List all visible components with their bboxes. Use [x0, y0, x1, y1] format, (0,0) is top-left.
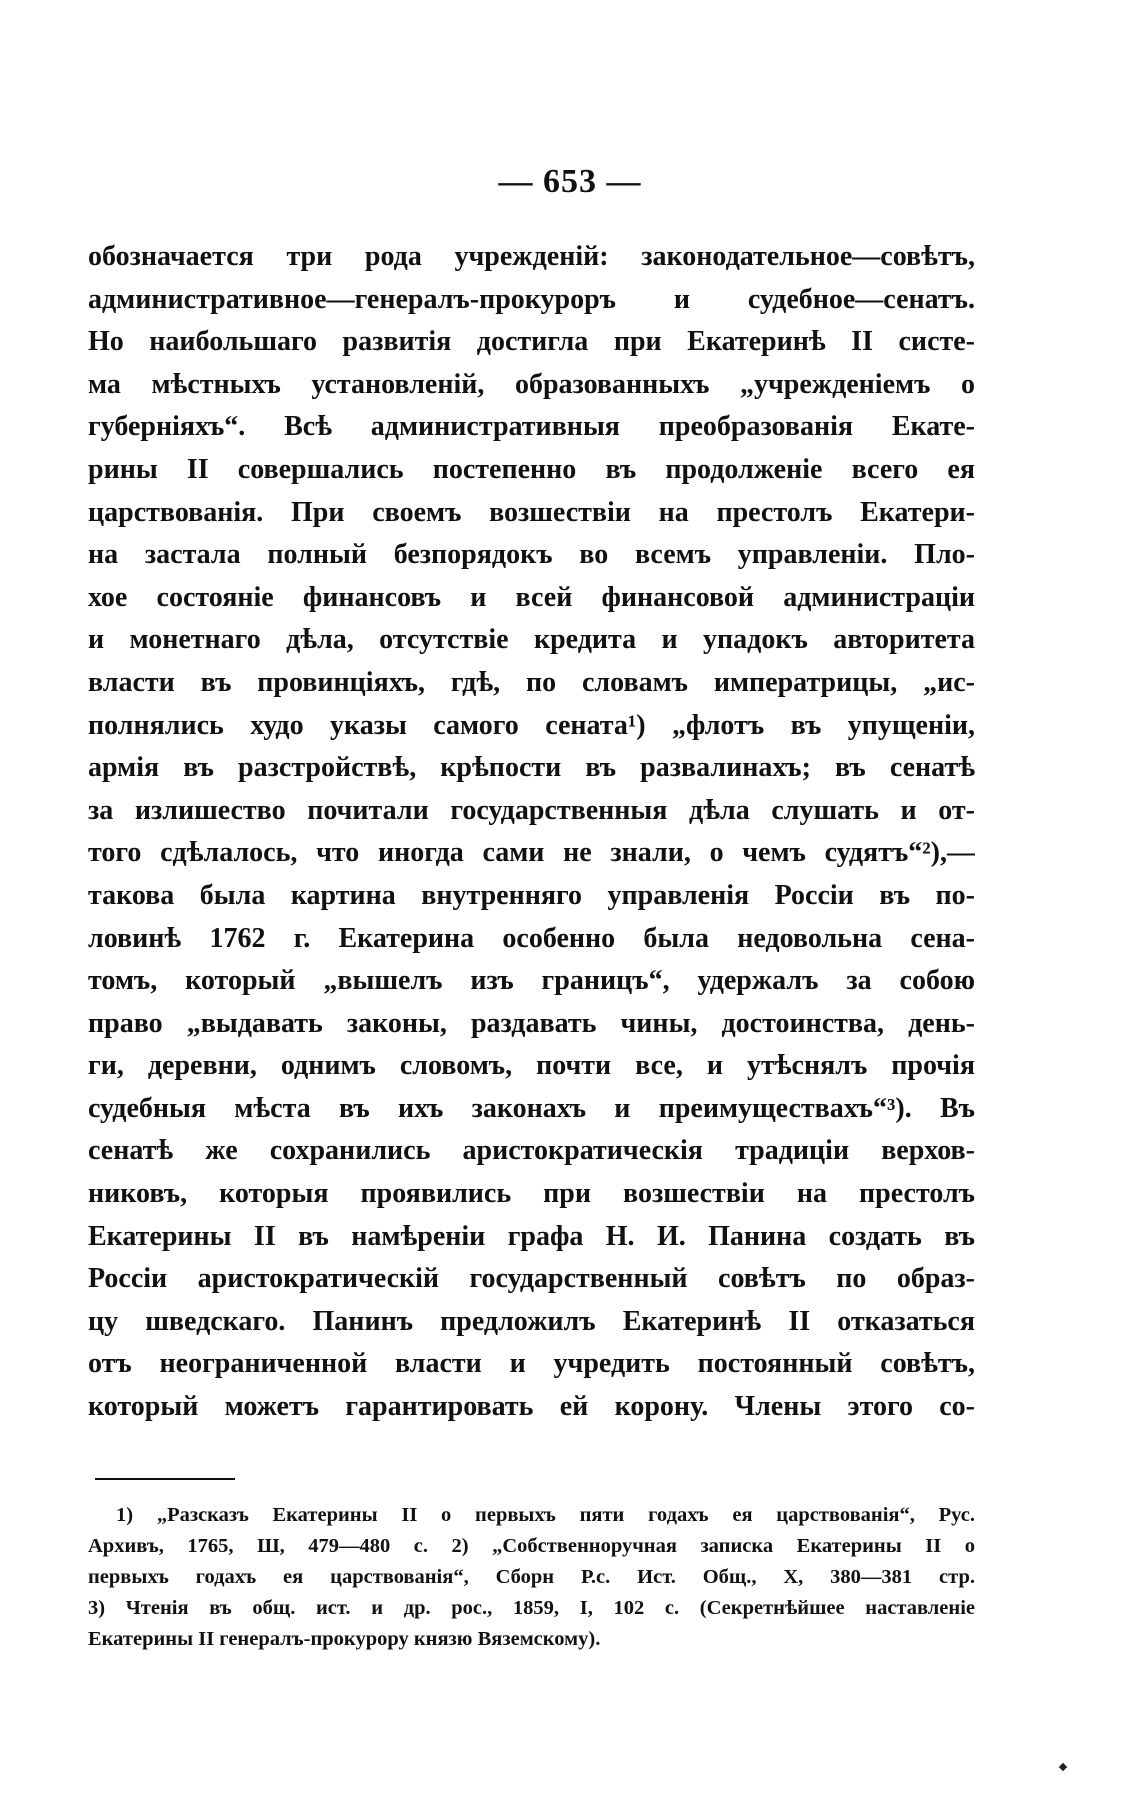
body-text	[88, 236, 975, 1429]
body-line: царствованія. При своемъ возшествіи на престолъ Екатери-	[88, 496, 975, 528]
footnote-line: Екатерины II генералъ-прокурору князю Вяземскому).	[88, 1628, 601, 1650]
body-line: власти въ провинціяхъ, гдѣ, по словамъ императрицы, „ис-	[88, 666, 975, 698]
footnote-line: 3) Чтенія въ общ. ист. и др. рос., 1859, I, 102 с. (Секретнѣйшее наставленіе	[88, 1597, 975, 1619]
body-line: того сдѣлалось, что иногда сами не знали, о чемъ судятъ“²),—	[88, 837, 975, 869]
body-line: армія въ разстройствѣ, крѣпости въ развалинахъ; въ сенатѣ	[88, 752, 975, 784]
footnote-divider	[95, 1478, 235, 1480]
body-line: отъ неограниченной власти и учредить постоянный совѣтъ,	[88, 1348, 975, 1380]
body-line: Россіи аристократическій государственный совѣтъ по образ-	[88, 1263, 975, 1295]
body-line: Екатерины II въ намѣреніи графа Н. И. Панина создать въ	[88, 1220, 975, 1252]
body-line: ловинѣ 1762 г. Екатерина особенно была недовольна сена-	[88, 922, 975, 954]
body-line: никовъ, которыя проявились при возшествіи на престолъ	[88, 1178, 975, 1210]
body-line: и монетнаго дѣла, отсутствіе кредита и упадокъ авторитета	[88, 624, 975, 656]
footnote-line: первыхъ годахъ ея царствованія“, Сборн Р.с. Ист. Общ., X, 380—381 стр.	[88, 1566, 975, 1588]
body-line: судебныя мѣста въ ихъ законахъ и преимуществахъ“³). Въ	[88, 1092, 975, 1124]
body-line: хое состояніе финансовъ и всей финансовой администраціи	[88, 581, 975, 613]
body-line: Но наибольшаго развитія достигла при Екатеринѣ II систе-	[88, 326, 975, 358]
page-number: — 653 —	[498, 163, 642, 200]
body-line: цу шведскаго. Панинъ предложилъ Екатеринѣ II отказаться	[88, 1305, 975, 1337]
body-line: сенатѣ же сохранились аристократическія традиціи верхов-	[88, 1135, 975, 1167]
body-line: губерніяхъ“. Всѣ административныя преобразованія Екате-	[88, 411, 975, 443]
body-line: рины II совершались постепенно въ продолженіе всего ея	[88, 453, 975, 485]
body-line: полнялись худо указы самого сената¹) „флотъ въ упущеніи,	[88, 709, 975, 741]
body-line: за излишество почитали государственныя дѣла слушать и от-	[88, 794, 975, 826]
footnotes	[88, 1500, 975, 1655]
body-line: такова была картина внутренняго управленія Россіи въ по-	[88, 879, 975, 911]
body-line: право „выдавать законы, раздавать чины, достоинства, день-	[88, 1007, 975, 1039]
body-line: ги, деревни, однимъ словомъ, почти все, и утѣснялъ прочія	[88, 1050, 975, 1082]
body-line: ма мѣстныхъ установленій, образованныхъ „учрежденіемъ о	[88, 368, 975, 400]
body-line: который можетъ гарантировать ей корону. Члены этого со-	[88, 1391, 975, 1423]
body-line: административное—генералъ-прокуроръ и судебное—сенатъ.	[88, 283, 975, 315]
body-line: на застала полный безпорядокъ во всемъ управленіи. Пло-	[88, 539, 975, 571]
body-line: обозначается три рода учрежденій: законодательное—совѣтъ,	[88, 241, 975, 272]
footnote-line: Архивъ, 1765, Ш, 479—480 с. 2) „Собственноручная записка Екатерины II о	[88, 1535, 975, 1557]
footnote-line: 1) „Разсказъ Екатерины II о первыхъ пяти годахъ ея царствованія“, Рус.	[116, 1504, 975, 1526]
body-line: томъ, который „вышелъ изъ границъ“, удержалъ за собою	[88, 965, 975, 997]
print-mark	[1059, 1763, 1067, 1771]
